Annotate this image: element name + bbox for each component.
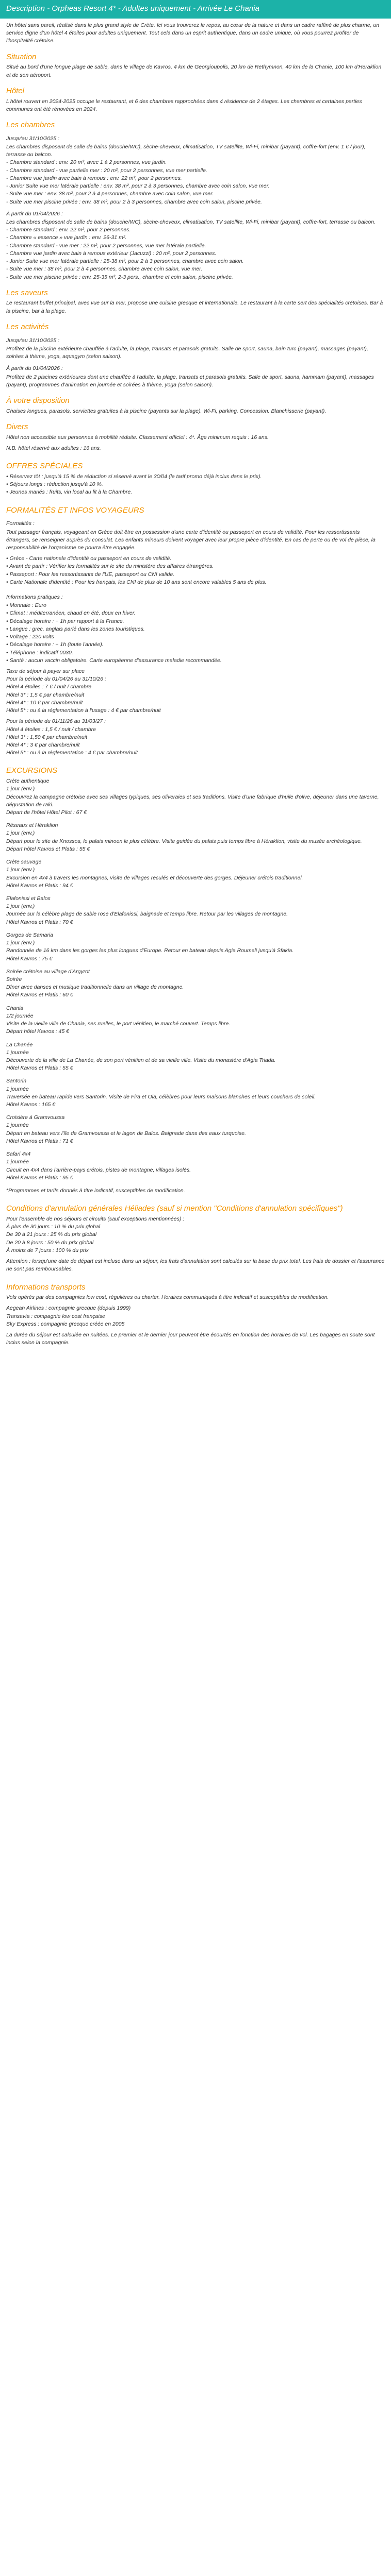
excursion-text: Départ pour le site de Knossos, le palais minoen le plus célèbre. Visite guidée du palais puis temps libre à Héraklion, visite du musée archéologique.: [6, 838, 362, 844]
formalities-item: • Carte Nationale d'identité : Pour les français, les CNI de plus de 10 ans sont encore valables 5 ans de plus.: [6, 579, 267, 585]
conditions-line: De 20 à 8 jours : 50 % du prix global: [6, 1239, 94, 1246]
rooms-line: - Chambre vue jardin avec bain à remous extérieur (Jacuzzi) : 20 m², pour 2 personnes.: [6, 250, 217, 257]
excursion-duration: Soirée: [6, 976, 22, 982]
rooms-line: - Junior Suite vue mer latérale partielle : env. 38 m², pour 2 à 3 personnes, chambre avec coin salon, vue mer.: [6, 183, 270, 190]
tax-title: Pour la période du 01/11/26 au 31/03/27 :: [6, 718, 106, 725]
practical-item: • Décalage horaire : + 1h par rapport à la France.: [6, 618, 124, 624]
transport-line: Transavia : compagnie low cost française: [6, 1313, 105, 1319]
tax-line: Hôtel 4 étoiles : 1,5 € / nuit / chambre: [6, 726, 96, 733]
excursions-heading: EXCURSIONS: [6, 766, 58, 775]
excursion-text: Circuit en 4x4 dans l'arrière-pays crétois, pistes de montagne, villages isolés.: [6, 1166, 191, 1173]
tax-line: Hôtel 4* : 10 € par chambre/nuit: [6, 699, 83, 706]
excursion-item: [6, 968, 385, 999]
tax-line: Hôtel 3* : 1,5 € par chambre/nuit: [6, 691, 85, 698]
excursion-item: [6, 777, 385, 817]
excursion-title: Chania: [6, 1005, 24, 1011]
excursion-item: [6, 858, 385, 890]
excursions-footnote: *Programmes et tarifs donnés à titre indicatif, susceptibles de modification.: [6, 1188, 185, 1194]
tax-line: Hôtel 4 étoiles : 7 € / nuit / chambre: [6, 684, 92, 690]
practical-item: • Climat : méditerranéen, chaud en été, doux en hiver.: [6, 610, 136, 617]
formalities-item: • Avant de partir : Vérifier les formalités sur le site du ministère des affaires étrangères.: [6, 563, 214, 570]
conditions-line: À moins de 7 jours : 100 % du prix: [6, 1247, 89, 1253]
tax-line: Hôtel 3* : 1,50 € par chambre/nuit: [6, 734, 88, 740]
excursion-duration: 1 jour (env.): [6, 940, 35, 946]
tax-line: Hôtel 4* : 3 € par chambre/nuit: [6, 741, 80, 748]
excursion-price: Départ de l'hôtel Hôtel Pilot : 67 €: [6, 809, 87, 816]
excursion-title: Santorin: [6, 1078, 27, 1084]
excursion-item: [6, 1114, 385, 1145]
specials-line: • Séjours longs : réduction jusqu'à 10 %.: [6, 481, 103, 488]
leisure-text: Le restaurant buffet principal, avec vue sur la mer, propose une cuisine grecque et internationale. Le restaurant à la carte sert des spécialités crétoises. Bar à la piscine, bar à la plage.: [6, 300, 383, 314]
excursion-duration: 1 journée: [6, 1122, 29, 1129]
excursion-duration: 1 journée: [6, 1086, 29, 1092]
rooms-group-title: À partir du 01/04/2026 :: [6, 210, 63, 217]
excursion-title: Crète sauvage: [6, 859, 42, 866]
excursion-title: Elafonissi et Balos: [6, 895, 51, 902]
rooms-line: - Chambre vue jardin avec bain à remous : env. 22 m², pour 2 personnes.: [6, 175, 182, 181]
excursion-duration: 1 journée: [6, 1049, 29, 1056]
excursion-text: Découvrez la campagne crétoise avec ses villages typiques, ses oliveraies et ses traditions. Visite d'une fabrique d'huile d'olive, déjeuner dans une taverne, dégustation de raki.: [6, 793, 379, 808]
rooms-line: - Suite vue mer : env. 38 m², pour 2 à 4 personnes, chambre avec coin salon, vue mer.: [6, 191, 214, 197]
rooms-line: Les chambres disposent de salle de bains (douche/WC), sèche-cheveux, climatisation, TV satellite, Wi-Fi, minibar (payant), coffre-fort (env. 1 € / jour), terrasse ou balcon.: [6, 144, 366, 158]
rooms-line: - Suite vue mer piscine privée : env. 25-35 m², 2-3 pers., chambre et coin salon, piscine privée.: [6, 274, 233, 280]
practical-label: Informations pratiques :: [6, 594, 63, 601]
conditions-heading: Conditions d'annulation générales Héliades (sauf si mention "Conditions d'annulation spécifiques"): [6, 1204, 343, 1213]
disposition-text: Chaises longues, parasols, serviettes gratuites à la piscine (payants sur la plage). Wi-Fi, parking. Concession. Blanchisserie (payant).: [6, 408, 327, 414]
rooms-line: - Chambre standard : env. 22 m², pour 2 personnes.: [6, 227, 131, 233]
practical-item: • Santé : aucun vaccin obligatoire. Carte européenne d'assurance maladie recommandée.: [6, 657, 222, 664]
hotel-heading: Hôtel: [6, 86, 25, 95]
excursion-price: Départ hôtel Kavros : 45 €: [6, 1028, 69, 1035]
rooms-group-2: [6, 210, 385, 281]
excursion-price: Hôtel Kavros et Platis : 94 €: [6, 882, 73, 889]
excursion-text: Visite de la vieille ville de Chania, ses ruelles, le port vénitien, le marché couvert. Temps libre.: [6, 1021, 231, 1027]
activities-heading: Les activités: [6, 322, 49, 331]
excursion-duration: 1 jour (env.): [6, 830, 35, 837]
intro-text: Un hôtel sans pareil, réalisé dans le plus grand style de Crète. Ici vous trouverez le repos, au cœur de la nature et dans un cadre raffiné de plus charme, un service digne d'un hôtel 4 étoiles pour adultes uniquement. Tout cela dans un esprit authentique, dans un cadre unique, où vous pourrez profiter de l'hospitalité crétoise.: [6, 22, 380, 44]
excursion-price: Hôtel Kavros : 75 €: [6, 955, 53, 962]
page-banner: [0, 0, 391, 19]
situation-text: Situé au bord d'une longue plage de sable, dans le village de Kavros, 4 km de Georgioupolis, 20 km de Rethymnon, 40 km de la Chanie, 100 km d'Heraklion et de son aéroport.: [6, 64, 382, 78]
activities-text: Profitez de 2 piscines extérieures dont une chauffée à l'adulte, la plage, transats et parasols gratuits. Salle de sport, sauna, hammam (payant), massages (payant), programmes d'animation en journée et soirées à thème, yoga (selon saison).: [6, 374, 374, 388]
formalities-item: • Passeport : Pour les ressortissants de l'UE, passeport ou CNI valide.: [6, 571, 175, 578]
divers-text: Hôtel non accessible aux personnes à mobilité réduite. Classement officiel : 4*. Âge minimum requis : 16 ans.: [6, 434, 269, 440]
excursion-price: Hôtel Kavros et Platis : 60 €: [6, 992, 73, 998]
excursion-price: Hôtel Kavros et Platis : 95 €: [6, 1174, 73, 1181]
excursion-text: Randonnée de 16 km dans les gorges les plus longues d'Europe. Retour en bateau depuis Agia Roumeli jusqu'à Sfakia.: [6, 947, 294, 954]
formalities-label: Formalités :: [6, 520, 35, 527]
excursion-duration: 1 journée: [6, 1159, 29, 1165]
tax-line: Pour la période du 01/04/26 au 31/10/26 :: [6, 676, 106, 683]
transport-footer: La durée du séjour est calculée en nuitées. Le premier et le dernier jour peuvent être écourtés en fonction des horaires de vol. Les bagages en soute sont inclus selon la compagnie.: [6, 1332, 375, 1346]
rooms-line: - Chambre standard - vue mer : 22 m², pour 2 personnes, vue mer latérale partielle.: [6, 242, 206, 249]
transport-line: Sky Express : compagnie grecque créée en 2005: [6, 1320, 125, 1327]
excursion-duration: 1 jour (env.): [6, 786, 35, 792]
excursion-item: [6, 931, 385, 963]
tax-line: Hôtel 5* : ou à la réglementation : 4 € par chambre/nuit: [6, 750, 138, 756]
practical-item: • Décalage horaire : + 1h (toute l'année).: [6, 641, 104, 648]
transport-text: Vols opérés par des compagnies low cost, régulières ou charter. Horaires communiqués à titre indicatif et susceptibles de modification.: [6, 1294, 329, 1301]
excursion-price: Hôtel Kavros et Platis : 70 €: [6, 919, 73, 925]
excursion-item: [6, 1150, 385, 1182]
excursion-title: La Chanée: [6, 1041, 33, 1048]
excursion-item: [6, 895, 385, 926]
excursion-title: Safari 4x4: [6, 1151, 31, 1158]
excursion-text: Traversée en bateau rapide vers Santorin. Visite de Fira et Oia, célèbres pour leurs maisons blanches et leurs couchers de soleil.: [6, 1093, 316, 1100]
tax-line: Hôtel 5* : ou à la réglementation à l'usage : 4 € par chambre/nuit: [6, 707, 161, 714]
excursion-text: Excursion en 4x4 à travers les montagnes, visite de villages reculés et découverte des gorges. Déjeuner crétois traditionnel.: [6, 874, 303, 881]
specials-heading: OFFRES SPÉCIALES: [6, 462, 83, 471]
leisure-heading: Les saveurs: [6, 288, 48, 297]
rooms-group-1: [6, 135, 385, 206]
excursion-price: Hôtel Kavros : 165 €: [6, 1101, 56, 1108]
practical-item: • Voltage : 220 volts: [6, 634, 54, 640]
excursion-item: [6, 1041, 385, 1073]
specials-line: • Jeunes mariés : fruits, vin local au lit à la Chambre.: [6, 489, 133, 496]
transport-line: Aegean Airlines : compagnie grecque (depuis 1999): [6, 1305, 131, 1312]
conditions-line: De 30 à 21 jours : 25 % du prix global: [6, 1231, 97, 1238]
rooms-line: - Junior Suite vue mer latérale partielle : 25-38 m², pour 2 à 3 personnes, chambre avec coin salon.: [6, 258, 244, 265]
activities-group-title: Jusqu'au 31/10/2025 :: [6, 337, 60, 344]
excursion-item: [6, 1077, 385, 1109]
excursion-duration: 1 jour (env.): [6, 867, 35, 873]
activities-group-title: À partir du 01/04/2026 :: [6, 365, 63, 372]
excursion-price: Hôtel Kavros et Platis : 71 €: [6, 1138, 73, 1144]
formalities-item: • Grèce - Carte nationale d'identité ou passeport en cours de validité.: [6, 555, 172, 562]
conditions-line: À plus de 30 jours : 10 % du prix global: [6, 1224, 101, 1230]
rooms-line: - Suite vue mer piscine privée : env. 38 m², pour 2 à 3 personnes, chambre avec coin salon, piscine privée.: [6, 198, 262, 205]
rooms-line: - Suite vue mer : 38 m², pour 2 à 4 personnes, chambre avec coin salon, vue mer.: [6, 266, 203, 273]
rooms-line: - Chambre standard - vue partielle mer : 20 m², pour 2 personnes, vue mer partielle.: [6, 167, 207, 174]
transport-heading: Informations transports: [6, 1282, 86, 1292]
rooms-line: - Chambre standard : env. 20 m², avec 1 à 2 personnes, vue jardin.: [6, 159, 167, 166]
practical-item: • Langue : grec, anglais parlé dans les zones touristiques.: [6, 625, 145, 632]
conditions-line: Pour l'ensemble de nos séjours et circuits (sauf exceptions mentionnées) :: [6, 1215, 185, 1222]
divers-heading: Divers: [6, 422, 28, 431]
excursion-duration: 1 jour (env.): [6, 903, 35, 910]
excursion-price: Hôtel Kavros et Platis : 55 €: [6, 1065, 73, 1072]
excursion-price: Départ hôtel Kavros et Platis : 55 €: [6, 845, 90, 852]
excursion-title: Crète authentique: [6, 778, 50, 785]
formalities-heading: FORMALITÉS ET INFOS VOYAGEURS: [6, 505, 144, 515]
practical-item: • Téléphone : indicatif 0030.: [6, 649, 73, 656]
excursion-title: Soirée crétoise au village d'Argyrot: [6, 968, 90, 975]
tax-title: Taxe de séjour à payer sur place: [6, 668, 85, 674]
excursion-title: Gorges de Samaria: [6, 931, 54, 938]
situation-heading: Situation: [6, 52, 37, 61]
excursion-text: Journée sur la célèbre plage de sable rose d'Elafonissi, baignade et temps libre. Retour par les villages de montagne.: [6, 911, 288, 918]
excursion-title: Croisière à Gramvoussa: [6, 1114, 65, 1121]
page-title: Description - Orpheas Resort 4* - Adultes uniquement - Arrivée Le Chania: [6, 4, 259, 13]
practical-item: • Monnaie : Euro: [6, 602, 46, 609]
disposition-heading: À votre disposition: [6, 396, 70, 405]
content: [0, 19, 391, 1361]
excursion-title: Réseaux et Héraklion: [6, 822, 58, 829]
rooms-heading: Les chambres: [6, 121, 55, 130]
excursions-list: [6, 777, 385, 1182]
rooms-line: - Chambre « essence » vue jardin : env. 26-31 m².: [6, 234, 127, 241]
excursion-text: Dîner avec danses et musique traditionnelle dans un village de montagne.: [6, 984, 184, 991]
rooms-line: Les chambres disposent de salle de bains (douche/WC), sèche-cheveux, climatisation, TV satellite, Wi-Fi, minibar (payant), coffre-fort, terrasse ou balcon.: [6, 218, 376, 225]
excursion-duration: 1/2 journée: [6, 1012, 34, 1019]
hotel-text: L'hôtel rouvert en 2024-2025 occupe le restaurant, et 6 des chambres rapprochées dans 4 résidence de 2 étages. Les chambres et certaines parties communes ont été rénovées en 2024.: [6, 98, 362, 112]
excursion-item: [6, 1005, 385, 1036]
rooms-group-title: Jusqu'au 31/10/2025 :: [6, 135, 60, 142]
conditions-text: Attention : lorsqu'une date de départ est incluse dans un séjour, les frais d'annulation sont calculés sur la base du prix total. Les frais de dossier et l'assurance ne sont pas remboursables.: [6, 1258, 385, 1273]
specials-line: • Réservez tôt : jusqu'à 15 % de réduction si réservé avant le 30/04 (le tarif promo déjà inclus dans le prix).: [6, 473, 262, 480]
excursion-text: Découverte de la ville de La Chanée, de son port vénitien et de sa vieille ville. Visite du monastère d'Agia Triada.: [6, 1057, 276, 1063]
formalities-text: Tout passager français, voyageant en Grèce doit être en possession d'une carte d'identité ou passeport en cours de validité. Pour les ressortissants étrangers, se renseigner auprès du consulat. Les enfants mineurs doivent voyager avec leur propre pièce d'identité. En cas de perte ou de vol de pièce, la responsabilité de l'organisme ne pourra être engagée.: [6, 529, 376, 551]
activities-text: Profitez de la piscine extérieure chauffée à l'adulte, la plage, transats et parasols gratuits. Salle de sport, sauna, bain turc (payant), massages (payant), soirées à thème, yoga, aquagym (selon saison).: [6, 345, 368, 360]
excursion-item: [6, 822, 385, 853]
divers-note: N.B. hôtel réservé aux adultes : 16 ans.: [6, 445, 101, 451]
excursion-text: Départ en bateau vers l'île de Gramvoussa et le lagon de Balos. Baignade dans des eaux turquoise.: [6, 1130, 246, 1137]
